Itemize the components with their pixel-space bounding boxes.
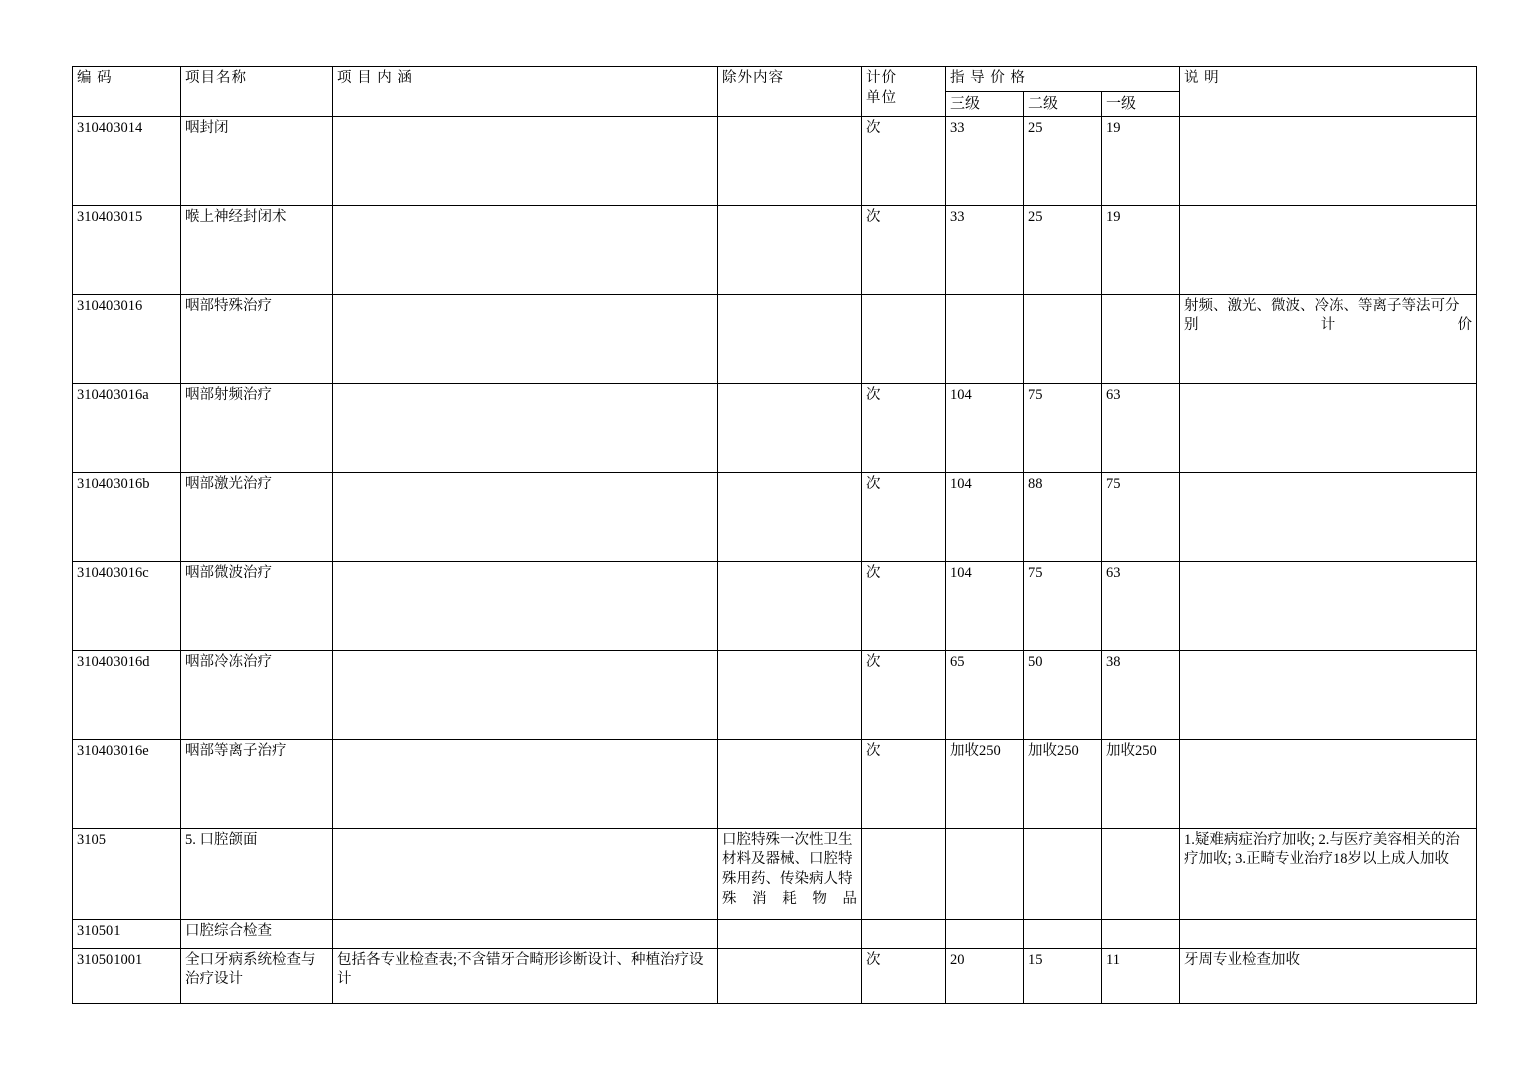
cell-price-level3: 加收250 — [946, 739, 1024, 828]
cell-price-level2: 25 — [1024, 116, 1102, 205]
cell-item-content — [333, 739, 718, 828]
cell-note: 牙周专业检查加收 — [1180, 948, 1477, 1003]
cell-item-name: 咽部微波治疗 — [181, 561, 333, 650]
cell-unit: 次 — [862, 383, 946, 472]
cell-code: 310403014 — [73, 116, 181, 205]
table-row-subgroup — [73, 919, 1477, 948]
cell-item-name: 全口牙病系统检查与治疗设计 — [181, 948, 333, 1003]
cell-code: 310403016a — [73, 383, 181, 472]
header-unit-line2: 单位 — [866, 89, 897, 106]
cell-code: 3105 — [73, 828, 181, 919]
header-level3: 三级 — [946, 91, 1024, 116]
cell-unit — [862, 919, 946, 948]
cell-exclusion — [718, 294, 862, 383]
cell-unit: 次 — [862, 561, 946, 650]
cell-unit: 次 — [862, 205, 946, 294]
cell-item-name: 咽部特殊治疗 — [181, 294, 333, 383]
cell-item-content — [333, 828, 718, 919]
cell-price-level2: 15 — [1024, 948, 1102, 1003]
cell-item-name: 咽部等离子治疗 — [181, 739, 333, 828]
cell-item-content — [333, 561, 718, 650]
cell-note — [1180, 116, 1477, 205]
cell-price-level3: 33 — [946, 116, 1024, 205]
cell-item-content — [333, 205, 718, 294]
cell-price-level1: 75 — [1102, 472, 1180, 561]
cell-price-level1 — [1102, 294, 1180, 383]
cell-price-level1: 63 — [1102, 561, 1180, 650]
header-unit-line1: 计价 — [866, 70, 897, 86]
header-exclusions: 除外内容 — [718, 67, 862, 117]
cell-item-content — [333, 383, 718, 472]
header-item-name: 项目名称 — [181, 67, 333, 117]
cell-item-content: 包括各专业检查表;不含错牙合畸形诊断设计、种植治疗设计 — [333, 948, 718, 1003]
cell-unit: 次 — [862, 472, 946, 561]
cell-price-level3 — [946, 919, 1024, 948]
header-item-content: 项 目 内 涵 — [333, 67, 718, 117]
cell-unit: 次 — [862, 948, 946, 1003]
cell-item-content — [333, 116, 718, 205]
header-level1: 一级 — [1102, 91, 1180, 116]
cell-price-level2: 加收250 — [1024, 739, 1102, 828]
pricing-table — [72, 66, 1477, 1004]
table-row — [73, 205, 1477, 294]
cell-price-level3: 104 — [946, 472, 1024, 561]
cell-unit: 次 — [862, 116, 946, 205]
cell-note — [1180, 919, 1477, 948]
table-row — [73, 561, 1477, 650]
header-guide-price: 指 导 价 格 — [946, 67, 1180, 92]
cell-price-level1: 11 — [1102, 948, 1180, 1003]
cell-note — [1180, 205, 1477, 294]
cell-exclusion — [718, 383, 862, 472]
cell-price-level2: 75 — [1024, 561, 1102, 650]
cell-exclusion — [718, 561, 862, 650]
cell-note: 射频、激光、微波、冷冻、等离子等法可分别计价 — [1180, 294, 1477, 383]
cell-price-level2 — [1024, 294, 1102, 383]
cell-item-content — [333, 650, 718, 739]
table-row — [73, 116, 1477, 205]
header-code: 编 码 — [73, 67, 181, 117]
table-row — [73, 948, 1477, 1003]
cell-price-level3 — [946, 828, 1024, 919]
cell-price-level3 — [946, 294, 1024, 383]
cell-exclusion — [718, 948, 862, 1003]
table-header-row — [73, 67, 1477, 92]
cell-price-level2: 75 — [1024, 383, 1102, 472]
cell-price-level1 — [1102, 919, 1180, 948]
cell-price-level1 — [1102, 828, 1180, 919]
cell-price-level1: 加收250 — [1102, 739, 1180, 828]
cell-price-level2 — [1024, 919, 1102, 948]
cell-item-name: 咽封闭 — [181, 116, 333, 205]
cell-price-level3: 65 — [946, 650, 1024, 739]
cell-note — [1180, 561, 1477, 650]
header-note: 说 明 — [1180, 67, 1477, 117]
cell-item-name: 咽部射频治疗 — [181, 383, 333, 472]
header-unit — [862, 67, 946, 117]
cell-unit: 次 — [862, 739, 946, 828]
cell-price-level2: 88 — [1024, 472, 1102, 561]
cell-item-content — [333, 294, 718, 383]
cell-exclusion — [718, 472, 862, 561]
cell-code: 310403016 — [73, 294, 181, 383]
cell-exclusion — [718, 650, 862, 739]
cell-price-level1: 38 — [1102, 650, 1180, 739]
cell-note: 1.疑难病症治疗加收; 2.与医疗美容相关的治疗加收; 3.正畸专业治疗18岁以上成人加收 — [1180, 828, 1477, 919]
cell-price-level1: 19 — [1102, 205, 1180, 294]
cell-code: 310501001 — [73, 948, 181, 1003]
cell-exclusion — [718, 116, 862, 205]
cell-code: 310501 — [73, 919, 181, 948]
cell-note — [1180, 472, 1477, 561]
cell-price-level1: 63 — [1102, 383, 1180, 472]
cell-code: 310403016d — [73, 650, 181, 739]
cell-exclusion — [718, 739, 862, 828]
cell-exclusion: 口腔特殊一次性卫生材料及器械、口腔特殊用药、传染病人特殊消耗物品 — [718, 828, 862, 919]
cell-price-level2: 25 — [1024, 205, 1102, 294]
table-row-group — [73, 828, 1477, 919]
cell-note — [1180, 383, 1477, 472]
cell-note — [1180, 650, 1477, 739]
header-level2: 二级 — [1024, 91, 1102, 116]
cell-unit: 次 — [862, 650, 946, 739]
cell-note — [1180, 739, 1477, 828]
table-row — [73, 472, 1477, 561]
cell-unit — [862, 294, 946, 383]
cell-item-content — [333, 472, 718, 561]
cell-item-name: 咽部激光治疗 — [181, 472, 333, 561]
cell-price-level2 — [1024, 828, 1102, 919]
cell-item-name: 口腔综合检查 — [181, 919, 333, 948]
table-row — [73, 739, 1477, 828]
cell-exclusion — [718, 205, 862, 294]
cell-price-level1: 19 — [1102, 116, 1180, 205]
cell-item-name: 咽部冷冻治疗 — [181, 650, 333, 739]
cell-code: 310403016e — [73, 739, 181, 828]
table-row — [73, 294, 1477, 383]
table-row — [73, 383, 1477, 472]
cell-price-level3: 104 — [946, 383, 1024, 472]
cell-code: 310403015 — [73, 205, 181, 294]
cell-code: 310403016c — [73, 561, 181, 650]
cell-price-level2: 50 — [1024, 650, 1102, 739]
cell-unit — [862, 828, 946, 919]
table-row — [73, 650, 1477, 739]
cell-code: 310403016b — [73, 472, 181, 561]
cell-price-level3: 104 — [946, 561, 1024, 650]
cell-item-content — [333, 919, 718, 948]
cell-price-level3: 33 — [946, 205, 1024, 294]
cell-price-level3: 20 — [946, 948, 1024, 1003]
cell-item-name: 5. 口腔颌面 — [181, 828, 333, 919]
cell-exclusion — [718, 919, 862, 948]
cell-item-name: 喉上神经封闭术 — [181, 205, 333, 294]
